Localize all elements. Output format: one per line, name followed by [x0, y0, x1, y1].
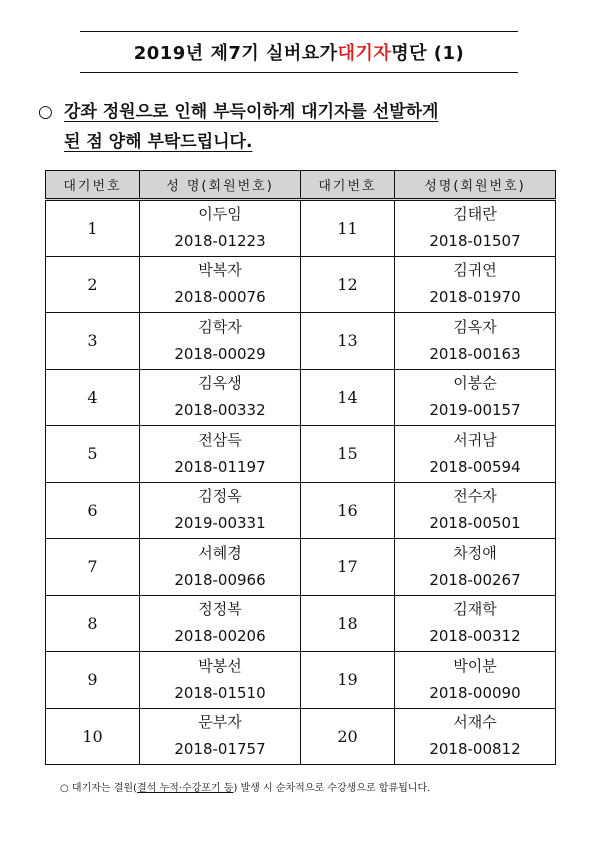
table-row — [46, 426, 556, 483]
notice-text-1: 강좌 정원으로 인해 부득이하게 대기자를 선발하게 — [64, 102, 439, 122]
notice-bullet-icon: ○ — [38, 102, 53, 122]
table-body — [46, 200, 556, 765]
wait-number-cell: 17 — [301, 539, 395, 596]
member-name: 김태란 — [453, 205, 497, 224]
table-row — [46, 708, 556, 765]
member-id: 2018-01757 — [174, 740, 266, 759]
member-id: 2018-00267 — [429, 570, 521, 589]
wait-number-cell: 12 — [301, 256, 395, 313]
member-cell — [140, 369, 301, 426]
member-name: 전삼득 — [198, 430, 242, 449]
member-id: 2018-01223 — [174, 232, 266, 251]
member-cell — [395, 482, 556, 539]
wait-number-cell: 16 — [301, 482, 395, 539]
member-name: 이봉순 — [453, 374, 497, 393]
member-name: 박복자 — [198, 261, 242, 280]
member-cell — [140, 652, 301, 709]
table-row — [46, 482, 556, 539]
member-cell — [395, 539, 556, 596]
member-id: 2019-00331 — [174, 514, 266, 533]
member-name: 전수자 — [453, 487, 497, 506]
member-cell — [140, 482, 301, 539]
member-name: 서혜경 — [198, 543, 242, 562]
member-cell — [395, 369, 556, 426]
wait-number-cell: 13 — [301, 313, 395, 370]
footnote — [60, 779, 560, 794]
wait-number-cell: 7 — [46, 539, 140, 596]
member-id: 2018-00966 — [174, 570, 266, 589]
member-id: 2018-01510 — [174, 683, 266, 702]
member-name: 문부자 — [198, 713, 242, 732]
header-wait-number-left: 대기번호 — [46, 171, 140, 200]
member-name: 서재수 — [453, 713, 497, 732]
member-id: 2018-00594 — [429, 457, 521, 476]
member-cell — [395, 708, 556, 765]
member-cell — [395, 313, 556, 370]
wait-number-cell: 5 — [46, 426, 140, 483]
wait-number-cell: 1 — [46, 200, 140, 257]
table-row — [46, 595, 556, 652]
title-prefix: 2019년 제7기 실버요가 — [133, 43, 338, 64]
title-suffix: 명단 (1) — [391, 43, 465, 64]
member-cell — [140, 313, 301, 370]
footnote-underlined: 결석 누적·수강포기 등 — [136, 783, 234, 794]
member-id: 2018-00812 — [429, 740, 521, 759]
table-row — [46, 369, 556, 426]
member-id: 2018-00029 — [174, 344, 266, 363]
page-title — [80, 31, 518, 73]
member-id: 2018-00312 — [429, 627, 521, 646]
wait-number-cell: 19 — [301, 652, 395, 709]
notice-text-2: 된 점 양해 부탁드립니다. — [64, 132, 253, 152]
member-id: 2018-00206 — [174, 627, 266, 646]
member-name: 정정복 — [198, 600, 242, 619]
wait-number-cell: 18 — [301, 595, 395, 652]
member-cell — [140, 708, 301, 765]
member-cell — [395, 652, 556, 709]
wait-number-cell: 10 — [46, 708, 140, 765]
wait-number-cell: 8 — [46, 595, 140, 652]
member-cell — [140, 256, 301, 313]
member-name: 김재학 — [453, 600, 497, 619]
header-name-id-left: 성 명(회원번호) — [140, 171, 301, 200]
wait-number-cell: 3 — [46, 313, 140, 370]
member-id: 2018-00163 — [429, 344, 521, 363]
member-name: 김옥생 — [198, 374, 242, 393]
member-cell — [395, 256, 556, 313]
wait-number-cell: 9 — [46, 652, 140, 709]
member-id: 2018-01970 — [429, 288, 521, 307]
notice-line-1 — [38, 97, 558, 127]
member-name: 차정애 — [453, 543, 497, 562]
member-cell — [140, 200, 301, 257]
member-name: 박이분 — [453, 656, 497, 675]
wait-number-cell: 14 — [301, 369, 395, 426]
header-name-id-right: 성명(회원번호) — [395, 171, 556, 200]
wait-number-cell: 20 — [301, 708, 395, 765]
member-name: 김귀연 — [453, 261, 497, 280]
wait-number-cell: 15 — [301, 426, 395, 483]
member-id: 2018-00090 — [429, 683, 521, 702]
wait-number-cell: 6 — [46, 482, 140, 539]
member-cell — [395, 200, 556, 257]
member-id: 2018-01507 — [429, 232, 521, 251]
member-cell — [140, 426, 301, 483]
header-wait-number-right: 대기번호 — [301, 171, 395, 200]
table-row — [46, 313, 556, 370]
table-row — [46, 256, 556, 313]
waitlist-table — [45, 170, 556, 765]
wait-number-cell: 2 — [46, 256, 140, 313]
member-cell — [395, 426, 556, 483]
table-row — [46, 652, 556, 709]
wait-number-cell: 4 — [46, 369, 140, 426]
member-id: 2019-00157 — [429, 401, 521, 420]
member-id: 2018-01197 — [174, 457, 266, 476]
member-id: 2018-00501 — [429, 514, 521, 533]
member-name: 김정옥 — [198, 487, 242, 506]
member-id: 2018-00076 — [174, 288, 266, 307]
member-id: 2018-00332 — [174, 401, 266, 420]
title-highlight: 대기자 — [337, 43, 392, 64]
table-row — [46, 539, 556, 596]
wait-number-cell: 11 — [301, 200, 395, 257]
footnote-prefix: ○ 대기자는 결원( — [60, 783, 137, 794]
member-name: 김옥자 — [453, 317, 497, 336]
notice-line-2 — [38, 127, 558, 157]
member-name: 김학자 — [198, 317, 242, 336]
member-cell — [140, 595, 301, 652]
notice — [38, 97, 558, 157]
member-cell — [395, 595, 556, 652]
member-name: 박봉선 — [198, 656, 242, 675]
member-name: 서귀남 — [453, 430, 497, 449]
footnote-suffix: ) 발생 시 순차적으로 수강생으로 합류됩니다. — [233, 783, 431, 794]
member-name: 이두임 — [198, 205, 242, 224]
table-header-row — [46, 171, 556, 200]
table-row — [46, 200, 556, 257]
member-cell — [140, 539, 301, 596]
